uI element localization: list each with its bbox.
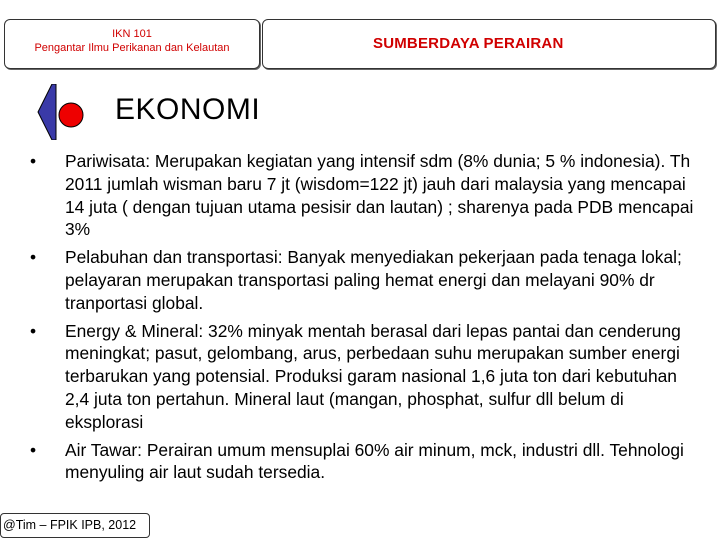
course-code: IKN 101 bbox=[112, 28, 152, 40]
topic-title: SUMBERDAYA PERAIRAN bbox=[373, 35, 564, 52]
bullet-marker: • bbox=[30, 247, 37, 268]
course-name: Pengantar Ilmu Perikanan dan Kelautan bbox=[34, 42, 230, 54]
bullet-text: Pelabuhan dan transportasi: Banyak menyediakan pekerjaan pada tenaga lokal; pelayaran merupakan transportasi paling hemat energi dan melayani 90% dr tranportasi global. bbox=[65, 247, 682, 313]
bullet-marker: • bbox=[30, 320, 37, 341]
bullet-marker: • bbox=[30, 439, 37, 460]
header-course-box bbox=[4, 19, 260, 69]
bullet-text: Air Tawar: Perairan umum mensuplai 60% air minum, mck, industri dll. Tehnologi menyuling air laut sudah tersedia. bbox=[65, 439, 684, 483]
bullet-text: Pariwisata: Merupakan kegiatan yang intensif sdm (8% dunia; 5 % indonesia). Th 2011 jumlah wisman baru 7 jt (wisdom=122 jt) jauh dari malaysia yang mencapai 14 juta ( dengan tujuan utama pesisir dan lautan) ; sharenya pada PDB mencapai 3% bbox=[65, 151, 694, 240]
slide-title: EKONOMI bbox=[115, 93, 261, 126]
red-dot-shape bbox=[59, 103, 83, 127]
footer-credit: @Tim – FPIK IPB, 2012 bbox=[0, 513, 150, 538]
bullet-item-pariwisata bbox=[30, 150, 700, 241]
bullet-list bbox=[30, 150, 700, 489]
title-marker-icon bbox=[34, 84, 84, 140]
bullet-marker: • bbox=[30, 151, 37, 171]
bullet-item-energy bbox=[30, 320, 700, 434]
bullet-item-pelabuhan bbox=[30, 246, 700, 314]
bullet-item-air-tawar bbox=[30, 439, 700, 485]
bullet-text: Energy & Mineral: 32% minyak mentah berasal dari lepas pantai dan cenderung meningkat; pasut, gelombang, arus, perbedaan suhu merupakan sumber energi terbarukan yang potensial. Produksi garam nasional 1,6 juta ton dari kebutuhan 2,4 juta ton pertahun. Mineral laut (mangan, phosphat, sulfur dll belum di eksplorasi bbox=[65, 320, 681, 432]
header-topic-box bbox=[262, 19, 716, 69]
blue-arrow-shape bbox=[38, 84, 56, 140]
